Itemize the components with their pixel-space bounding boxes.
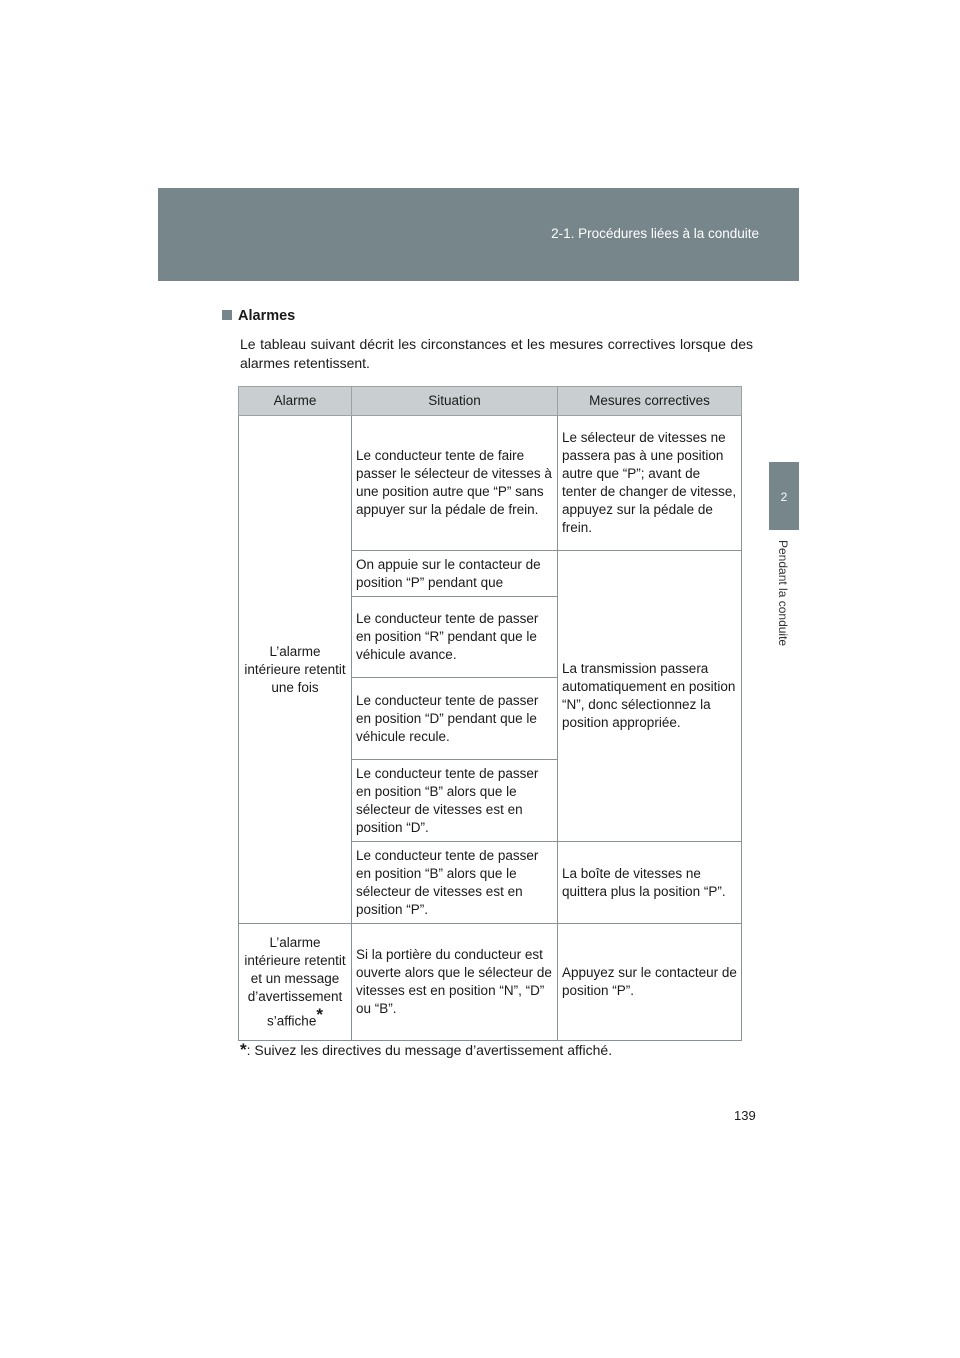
chapter-label: Pendant la conduite [776,540,790,647]
section-heading [222,308,295,324]
measure-cell: La boîte de vitesses ne quittera plus la position “P”. [558,842,742,924]
situation-cell: Le conducteur tente de passer en position “R” pendant que le véhicule avance. [352,597,558,678]
situation-cell: Le conducteur tente de faire passer le sélecteur de vitesses à une position autre que “P” sans appuyer sur la pédale de frein. [352,416,558,551]
situation-cell: Si la portière du conducteur est ouverte alors que le sélecteur de vitesses est en position “N”, “D” ou “B”. [352,924,558,1041]
situation-cell: Le conducteur tente de passer en position “B” alors que le sélecteur de vitesses est en position “D”. [352,760,558,842]
situation-cell: On appuie sur le contacteur de position “P” pendant que [352,551,558,597]
measure-cell: Le sélecteur de vitesses ne passera pas à une position autre que “P”; avant de tenter de changer de vitesse, appuyez sur la pédale de frein. [558,416,742,551]
column-header-situation: Situation [352,387,558,416]
alarm-cell-text: L’alarme intérieure retentit et un message d’avertissement s’affiche [244,934,346,1029]
column-header-measures: Mesures correctives [558,387,742,416]
column-header-alarm: Alarme [239,387,352,416]
asterisk-mark: * [316,1004,323,1024]
footnote-text: : Suivez les directives du message d’avertissement affiché. [246,1042,613,1058]
situation-cell: Le conducteur tente de passer en position “B” alors que le sélecteur de vitesses est en position “P”. [352,842,558,924]
table-header-row [239,387,742,416]
square-bullet-icon [222,310,232,320]
measure-cell: Appuyez sur le contacteur de position “P”. [558,924,742,1041]
alarms-table [238,386,742,1041]
measure-cell: La transmission passera automatiquement en position “N”, donc sélectionnez la position appropriée. [558,551,742,842]
section-heading-text: Alarmes [238,308,296,324]
alarm-cell [239,924,352,1041]
section-title: 2-1. Procédures liées à la conduite [551,226,759,241]
situation-cell: Le conducteur tente de passer en position “D” pendant que le véhicule recule. [352,678,558,760]
alarm-cell: L’alarme intérieure retentit une fois [239,416,352,924]
page-number: 139 [734,1108,756,1123]
table-row [239,924,742,1041]
chapter-label-container [752,540,814,680]
table-row [239,416,742,551]
header-band [158,188,799,281]
footnote-asterisk: * [240,1040,247,1059]
chapter-tab [769,462,799,530]
chapter-number: 2 [780,490,788,504]
footnote [240,1040,612,1060]
intro-paragraph: Le tableau suivant décrit les circonstances et les mesures correctives lorsque des alarmes retentissent. [240,336,753,371]
